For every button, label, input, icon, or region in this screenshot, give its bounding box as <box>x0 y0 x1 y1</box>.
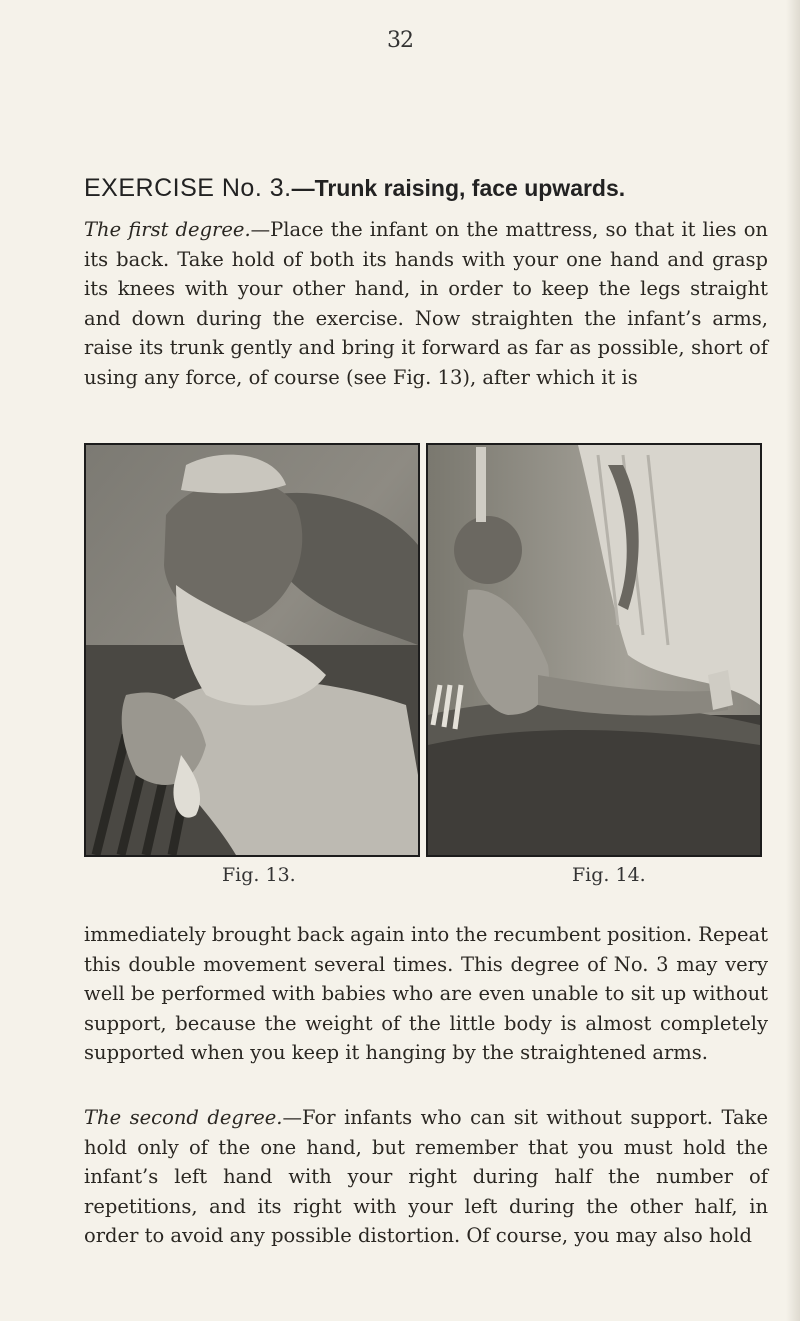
second-degree-paragraph <box>84 1103 768 1251</box>
figure-13-illustration <box>86 445 418 855</box>
page-number: 32 <box>387 28 413 53</box>
exercise-title: —Trunk raising, face upwards. <box>291 175 626 201</box>
figure-14-illustration <box>428 445 760 855</box>
figure-14-photo <box>426 443 762 857</box>
figure-14-caption: Fig. 14. <box>572 864 646 886</box>
exercise-label: EXERCISE No. 3. <box>84 174 292 202</box>
continuation-paragraph: immediately brought back again into the recumbent position. Repeat this double movement several times. This degree of No. 3 may very well be performed with babies who are even unable to sit up without support, because the weight of the little body is almost completely supported when you keep it hanging by the straightened arms. <box>84 923 768 1065</box>
exercise-heading <box>84 174 764 203</box>
first-degree-text: —Place the infant on the mattress, so that it lies on its back. Take hold of both its hands with your one hand and grasp its knees with your other hand, in order to keep the legs straight and down during the exercise. Now straighten the infant’s arms, raise its trunk gently and bring it forward as far as possible, short of using any force, of course (see Fig. 13), after which it is <box>84 218 768 389</box>
figure-13-caption: Fig. 13. <box>222 864 296 886</box>
first-degree-label: The first degree. <box>84 218 251 241</box>
second-degree-label: The second degree. <box>84 1106 283 1129</box>
second-degree-text: —For infants who can sit without support. Take hold only of the one hand, but remember that you must hold the infant’s left hand with your right during half the number of repetitions, and its right with your left during the other half, in order to avoid any possible distortion. Of course, you may also hold <box>84 1106 768 1248</box>
figure-13-photo <box>84 443 420 857</box>
page-edge-shadow <box>786 0 800 1321</box>
first-degree-paragraph <box>84 215 768 393</box>
